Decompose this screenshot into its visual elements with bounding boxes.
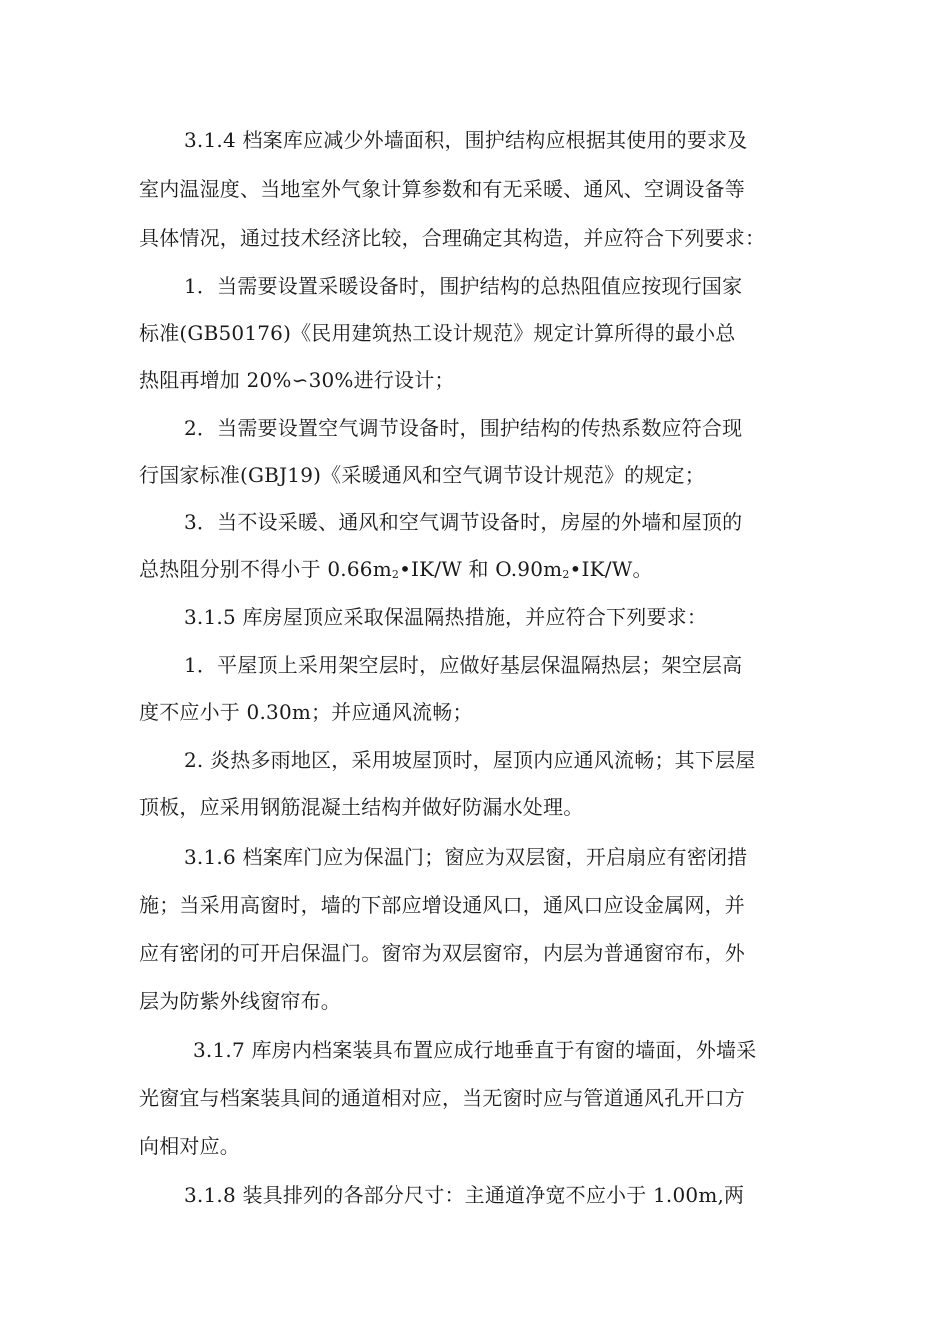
subscript-2: 2 bbox=[562, 568, 570, 581]
roof-item-2-line-1: 2. 炎热多雨地区，采用坡屋顶时，屋顶内应通风流畅；其下层屋 bbox=[184, 748, 756, 772]
para-3-1-6-line-3: 应有密闭的可开启保温门。窗帘为双层窗帘，内层为普通窗帘布，外 bbox=[139, 941, 745, 965]
subscript-2: 2 bbox=[391, 568, 400, 581]
item-1-heating-line-2: 标准(GB50176)《民用建筑热工设计规范》规定计算所得的最小总 bbox=[139, 321, 736, 345]
roof-item-1-line-1: 1．平屋顶上采用架空层时，应做好基层保温隔热层；架空层高 bbox=[184, 653, 743, 677]
item-2-aircon-line-1: 2．当需要设置空气调节设备时，围护结构的传热系数应符合现 bbox=[184, 416, 743, 440]
para-3-1-7-line-1: 3.1.7 库房内档案装具布置应成行地垂直于有窗的墙面，外墙采 bbox=[193, 1038, 757, 1062]
para-3-1-7-line-3: 向相对应。 bbox=[139, 1134, 240, 1158]
item-2-aircon-line-2: 行国家标准(GBJ19)《采暖通风和空气调节设计规范》的规定； bbox=[139, 463, 705, 487]
para-3-1-4-line-1: 3.1.4 档案库应减少外墙面积，围护结构应根据其使用的要求及 bbox=[184, 128, 748, 152]
para-3-1-6-line-2: 施；当采用高窗时，墙的下部应增设通风口，通风口应设金属网，并 bbox=[139, 893, 745, 917]
para-3-1-5-line-1: 3.1.5 库房屋顶应采取保温隔热措施，并应符合下列要求： bbox=[184, 605, 708, 629]
resistance-text-2: •IK/W 和 O.90m bbox=[399, 557, 563, 581]
roof-item-1-line-2: 度不应小于 0.30m；并应通风流畅； bbox=[139, 700, 473, 724]
para-3-1-6-line-4: 层为防紫外线窗帘布。 bbox=[139, 989, 341, 1013]
resistance-text-3: •IK/W。 bbox=[569, 557, 653, 581]
para-3-1-8-line-1: 3.1.8 装具排列的各部分尺寸：主通道净宽不应小于 1.00m,两 bbox=[184, 1183, 745, 1207]
item-1-heating-line-1: 1．当需要设置采暖设备时，围护结构的总热阻值应按现行国家 bbox=[184, 274, 743, 298]
item-3-no-equipment-line-1: 3．当不设采暖、通风和空气调节设备时，房屋的外墙和屋顶的 bbox=[184, 510, 743, 534]
para-3-1-4-line-2: 室内温湿度、当地室外气象计算参数和有无采暖、通风、空调设备等 bbox=[139, 177, 745, 201]
para-3-1-4-line-3: 具体情况，通过技术经济比较，合理确定其构造，并应符合下列要求： bbox=[139, 226, 766, 250]
item-3-no-equipment-line-2 bbox=[139, 557, 653, 587]
para-3-1-7-line-2: 光窗宜与档案装具间的通道相对应，当无窗时应与管道通风孔开口方 bbox=[139, 1086, 745, 1110]
roof-item-2-line-2: 顶板，应采用钢筋混凝土结构并做好防漏水处理。 bbox=[139, 795, 584, 819]
resistance-text-1: 总热阻分别不得小于 0.66m bbox=[139, 557, 392, 581]
item-1-heating-line-3: 热阻再增加 20%∽30%进行设计； bbox=[139, 368, 455, 392]
para-3-1-6-line-1: 3.1.6 档案库门应为保温门；窗应为双层窗，开启扇应有密闭措 bbox=[184, 845, 748, 869]
